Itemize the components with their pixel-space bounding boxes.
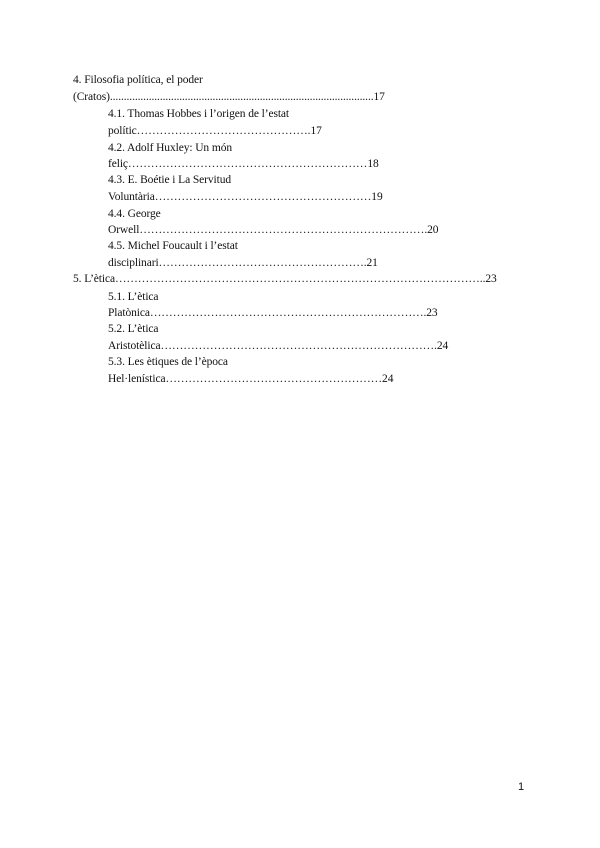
- toc-entry-5-2-leader[interactable]: Aristotèlica……………………………………………………………….24: [108, 340, 449, 352]
- toc-entry-4-5-leader[interactable]: disciplinari……………………………………………….21: [108, 257, 378, 269]
- toc-entry-4-2-title[interactable]: 4.2. Adolf Huxley: Un món: [108, 142, 232, 154]
- toc-entry-4-1-leader[interactable]: polític……………………………………….17: [108, 125, 322, 137]
- toc-entry-4-4-title[interactable]: 4.4. George: [108, 208, 161, 220]
- toc-entry-4-leader[interactable]: (Cratos)...............................................................................................17: [73, 91, 385, 103]
- toc-entry-4-5-title[interactable]: 4.5. Michel Foucault i l’estat: [108, 240, 238, 252]
- toc-entry-5-3-title[interactable]: 5.3. Les ètiques de l’època: [108, 356, 228, 368]
- page-number: 1: [518, 781, 525, 793]
- toc-entry-4-2-leader[interactable]: feliç………………………………………………………18: [108, 158, 379, 170]
- toc-entry-5-1-leader[interactable]: Platònica……………………………………………………………….23: [108, 307, 438, 319]
- toc-entry-5-2-title[interactable]: 5.2. L’ètica: [108, 323, 159, 335]
- toc-entry-4-3-title[interactable]: 4.3. E. Boétie i La Servitud: [108, 174, 232, 186]
- toc-entry-5[interactable]: 5. L’ètica……………………………………………………………………………………..23: [73, 273, 497, 285]
- toc-entry-5-3-leader[interactable]: Hel·lenística…………………………………………………24: [108, 373, 394, 385]
- toc-entry-4-1-title[interactable]: 4.1. Thomas Hobbes i l’origen de l’estat: [108, 108, 290, 120]
- toc-entry-4-title[interactable]: 4. Filosofia política, el poder: [73, 74, 203, 86]
- toc-entry-5-1-title[interactable]: 5.1. L’ètica: [108, 291, 159, 303]
- toc-entry-4-4-leader[interactable]: Orwell………………………………………………………………….20: [108, 224, 439, 236]
- toc-entry-4-3-leader[interactable]: Voluntària…………………………………………………19: [108, 191, 383, 203]
